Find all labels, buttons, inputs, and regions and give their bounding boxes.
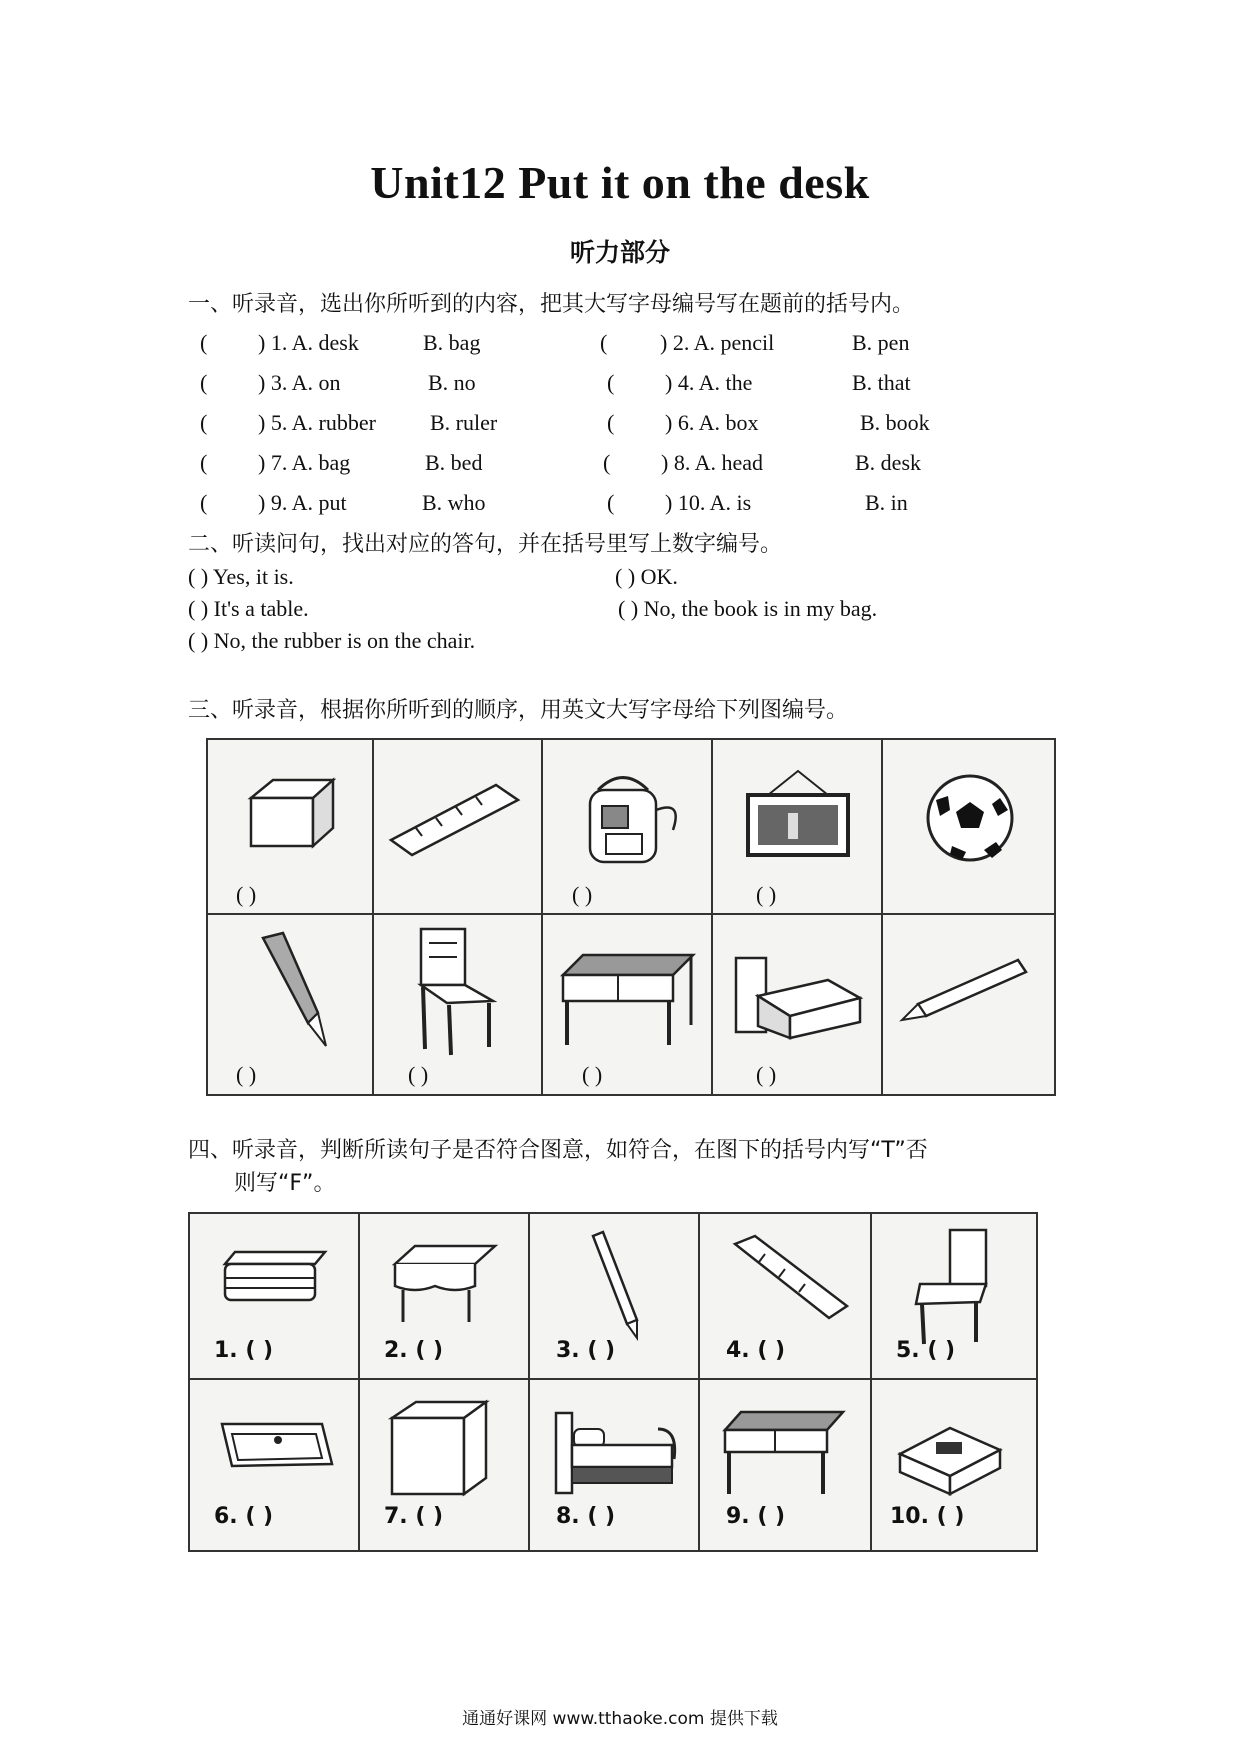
section3-picture-grid	[206, 738, 1056, 1096]
q7-paren: (	[200, 450, 208, 475]
s3-paren-9: ( )	[756, 1062, 777, 1087]
q5-paren: (	[200, 410, 208, 435]
desk-icon	[715, 1404, 855, 1504]
q2-b: B. pen	[852, 330, 910, 355]
box-icon	[243, 770, 343, 850]
q8-paren: (	[603, 450, 611, 475]
answer-1: ( ) Yes, it is.	[188, 564, 294, 589]
q10-b: B. in	[865, 490, 908, 515]
s4-label-10: 10. ( )	[890, 1504, 965, 1529]
q9-a: ) 9. A. put	[258, 490, 347, 515]
box-icon	[382, 1396, 502, 1506]
s4-label-9: 9. ( )	[726, 1504, 786, 1529]
q10-paren: (	[607, 490, 615, 515]
answer-5: ( ) No, the rubber is on the chair.	[188, 628, 476, 653]
chair-icon	[403, 923, 513, 1063]
s4-label-3: 3. ( )	[556, 1338, 616, 1363]
bed-icon	[548, 1399, 688, 1509]
section1-heading: 一、听录音，选出你所听到的内容，把其大写字母编号写在题前的括号内。	[188, 292, 915, 317]
q5-b: B. ruler	[430, 410, 498, 435]
q6-b: B. book	[860, 410, 930, 435]
q1-a: ) 1. A. desk	[258, 330, 359, 355]
rubber-icon	[890, 1414, 1020, 1504]
q3-paren: (	[200, 370, 208, 395]
q7-b: B. bed	[425, 450, 483, 475]
section3-heading: 三、听录音，根据你所听到的顺序，用英文大写字母给下列图编号。	[188, 698, 849, 723]
q5-a: ) 5. A. rubber	[258, 410, 376, 435]
s3-paren-7: ( )	[408, 1062, 429, 1087]
section4-heading-line2: 则写“F”。	[234, 1171, 336, 1196]
s3-paren-8: ( )	[582, 1062, 603, 1087]
s3-paren-1: ( )	[236, 882, 257, 907]
q9-paren: (	[200, 490, 208, 515]
section2-heading: 二、听读问句，找出对应的答句，并在括号里写上数字编号。	[188, 532, 783, 557]
q10-a: ) 10. A. is	[665, 490, 752, 515]
s3-paren-3: ( )	[572, 882, 593, 907]
table-icon	[385, 1234, 505, 1334]
q4-paren: (	[607, 370, 615, 395]
schoolbag-icon	[568, 760, 688, 870]
picture-frame-icon	[738, 765, 858, 865]
q6-a: ) 6. A. box	[665, 410, 759, 435]
q9-b: B. who	[422, 490, 486, 515]
s3-paren-6: ( )	[236, 1062, 257, 1087]
page-subtitle: 听力部分	[569, 238, 670, 267]
q3-a: ) 3. A. on	[258, 370, 341, 395]
s4-label-1: 1. ( )	[214, 1338, 274, 1363]
ruler-icon	[725, 1234, 855, 1324]
answer-2: ( ) OK.	[615, 564, 678, 589]
pen-icon	[248, 928, 338, 1058]
section4-heading-line1: 四、听录音，判断所读句子是否符合图意，如符合，在图下的括号内写“T”否	[188, 1138, 928, 1163]
section4-picture-grid	[188, 1212, 1038, 1552]
q7-a: ) 7. A. bag	[258, 450, 351, 475]
football-icon	[922, 770, 1022, 870]
q8-b: B. desk	[855, 450, 921, 475]
tray-box-icon	[212, 1404, 342, 1494]
s4-label-2: 2. ( )	[384, 1338, 444, 1363]
q1-b: B. bag	[423, 330, 481, 355]
q8-a: ) 8. A. head	[661, 450, 764, 475]
pencil-icon	[585, 1226, 655, 1346]
pencil-box-icon	[215, 1242, 335, 1312]
desk-icon	[553, 945, 703, 1055]
page-title: Unit12 Put it on the desk	[370, 157, 870, 208]
chair-icon	[910, 1224, 1010, 1354]
q3-b: B. no	[428, 370, 476, 395]
s4-label-5: 5. ( )	[896, 1338, 956, 1363]
q1-paren: (	[200, 330, 208, 355]
s4-label-4: 4. ( )	[726, 1338, 786, 1363]
bed-icon	[728, 940, 868, 1060]
q6-paren: (	[607, 410, 615, 435]
q2-paren: (	[600, 330, 608, 355]
s4-label-8: 8. ( )	[556, 1504, 616, 1529]
s3-paren-4: ( )	[756, 882, 777, 907]
answer-4: ( ) No, the book is in my bag.	[618, 596, 878, 621]
q4-b: B. that	[852, 370, 911, 395]
ruler-icon	[386, 780, 526, 860]
s4-label-7: 7. ( )	[384, 1504, 444, 1529]
footer: 通通好课网 www.tthaoke.com 提供下载	[462, 1709, 778, 1729]
answer-3: ( ) It's a table.	[188, 596, 309, 621]
pencil-icon	[898, 950, 1038, 1030]
s4-label-6: 6. ( )	[214, 1504, 274, 1529]
q4-a: ) 4. A. the	[665, 370, 753, 395]
q2-a: ) 2. A. pencil	[660, 330, 775, 355]
